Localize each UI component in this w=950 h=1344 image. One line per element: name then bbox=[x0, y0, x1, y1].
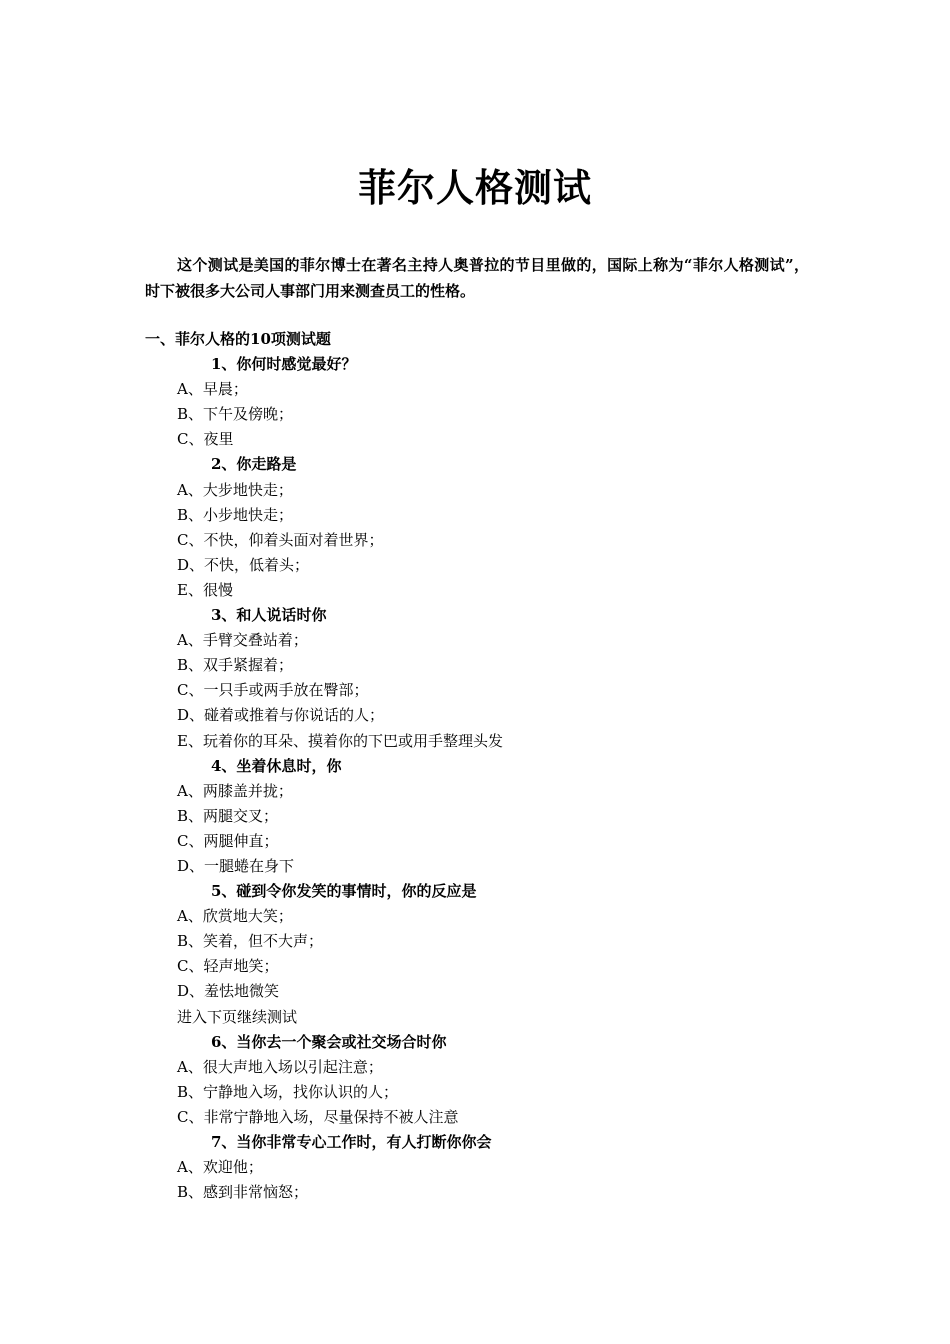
answer-option: C、夜里 bbox=[177, 430, 234, 449]
question-heading: 5、碰到令你发笑的事情时，你的反应是 bbox=[211, 882, 477, 901]
answer-option: B、笑着，但不大声； bbox=[177, 932, 324, 951]
answer-option: B、小步地快走； bbox=[177, 505, 294, 524]
answer-option: A、欣赏地大笑； bbox=[177, 907, 293, 926]
answer-option: A、大步地快走； bbox=[177, 480, 293, 499]
answer-option: E、玩着你的耳朵、摸着你的下巴或用手整理头发 bbox=[177, 731, 503, 750]
answer-option: C、一只手或两手放在臀部； bbox=[177, 681, 369, 700]
answer-option: A、手臂交叠站着； bbox=[177, 631, 308, 650]
question-heading: 1、你何时感觉最好？ bbox=[211, 355, 357, 374]
answer-option: B、宁静地入场，找你认识的人； bbox=[177, 1082, 399, 1101]
questions-content bbox=[145, 327, 809, 1205]
continue-note: 进入下页继续测试 bbox=[177, 1007, 298, 1026]
answer-option: C、不快，仰着头面对着世界； bbox=[177, 530, 384, 549]
answer-option: A、很大声地入场以引起注意； bbox=[177, 1057, 383, 1076]
question-heading: 2、你走路是 bbox=[211, 455, 297, 474]
question-heading: 4、坐着休息时，你 bbox=[211, 756, 342, 775]
answer-option: B、感到非常恼怒； bbox=[177, 1183, 309, 1202]
answer-option: A、早晨； bbox=[177, 380, 248, 399]
question-heading: 7、当你非常专心工作时，有人打断你你会 bbox=[211, 1133, 492, 1151]
answer-option: C、非常宁静地入场，尽量保持不被人注意 bbox=[177, 1107, 459, 1126]
answer-option: B、两腿交叉； bbox=[177, 806, 279, 825]
answer-option: D、碰着或推着与你说话的人； bbox=[177, 706, 385, 725]
question-heading: 6、当你去一个聚会或社交场合时你 bbox=[211, 1032, 447, 1051]
intro-paragraph: 这个测试是美国的菲尔博士在著名主持人奥普拉的节目里做的，国际上称为“菲尔人格测试”，时下被很多大公司人事部门用来测查员工的性格。 bbox=[145, 256, 809, 300]
answer-option: D、羞怯地微笑 bbox=[177, 982, 280, 1001]
answer-option: C、两腿伸直； bbox=[177, 831, 279, 850]
answer-option: B、下午及傍晚； bbox=[177, 405, 294, 424]
page-title: 菲尔人格测试 bbox=[357, 165, 592, 210]
answer-option: B、双手紧握着； bbox=[177, 656, 294, 675]
section-heading: 一、菲尔人格的10项测试题 bbox=[145, 330, 331, 348]
answer-option: A、两膝盖并拢； bbox=[177, 781, 293, 800]
answer-option: C、轻声地笑； bbox=[177, 957, 279, 976]
answer-option: E、很慢 bbox=[177, 580, 233, 599]
answer-option: D、一腿蜷在身下 bbox=[177, 856, 295, 875]
question-heading: 3、和人说话时你 bbox=[211, 606, 327, 625]
answer-option: A、欢迎他； bbox=[177, 1158, 263, 1177]
answer-option: D、不快，低着头； bbox=[177, 555, 310, 574]
